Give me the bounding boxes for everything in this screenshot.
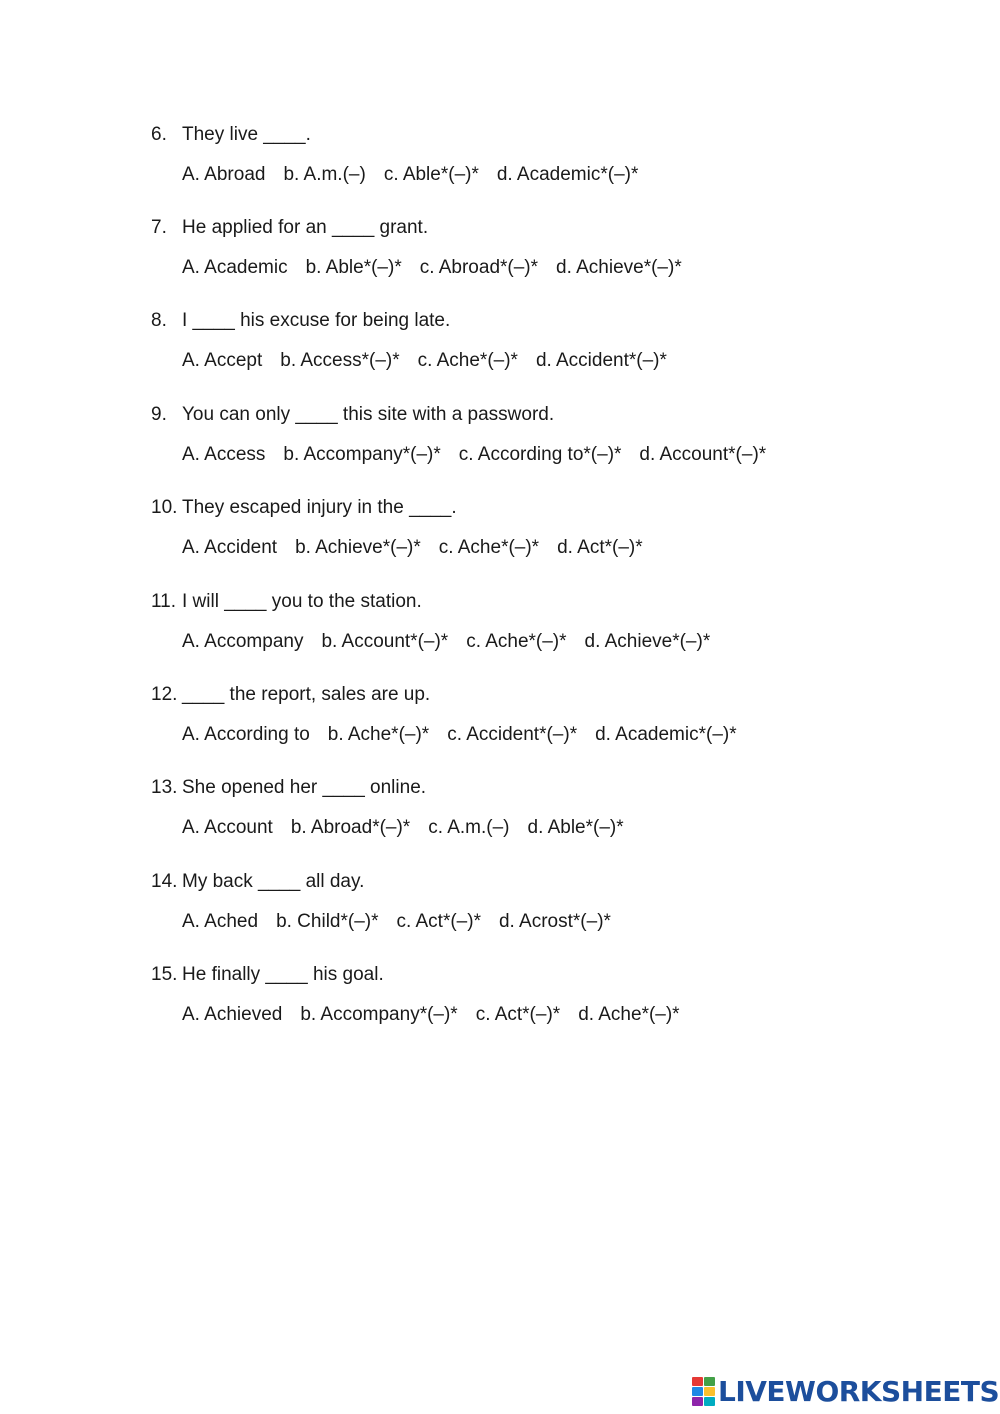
option-a[interactable]: A. Abroad	[182, 164, 266, 185]
option-d[interactable]: d. Academic*(–)*	[595, 724, 737, 745]
option-c[interactable]: c. Able*(–)*	[383, 164, 479, 185]
question-14	[0, 869, 1000, 959]
question-line	[151, 962, 384, 988]
question-text: They escaped injury in the ____.	[182, 497, 457, 518]
option-b[interactable]: b. Child*(–)*	[276, 911, 379, 932]
option-a[interactable]: A. Academic	[182, 257, 288, 278]
option-b[interactable]: b. A.m.(–)	[283, 164, 366, 185]
liveworksheets-logo-icon	[692, 1377, 714, 1405]
question-number: 9.	[151, 404, 167, 425]
question-text: My back ____ all day.	[182, 871, 365, 892]
question-line	[151, 775, 426, 801]
question-line	[151, 589, 422, 615]
question-text: He finally ____ his goal.	[182, 964, 384, 985]
question-text: She opened her ____ online.	[182, 777, 427, 798]
logo-block	[704, 1397, 715, 1406]
option-d[interactable]: d. Account*(–)*	[639, 444, 767, 465]
logo-block	[692, 1397, 703, 1406]
liveworksheets-logo	[692, 1374, 999, 1408]
question-number: 6.	[151, 124, 167, 145]
question-12	[0, 682, 1000, 772]
option-b[interactable]: b. Account*(–)*	[321, 631, 449, 652]
answer-options	[182, 815, 642, 841]
logo-block	[692, 1377, 703, 1386]
question-number: 8.	[151, 310, 167, 331]
option-a[interactable]: A. Access	[182, 444, 266, 465]
option-d[interactable]: d. Accident*(–)*	[535, 350, 667, 371]
answer-options	[182, 255, 700, 281]
option-d[interactable]: d. Achieve*(–)*	[556, 257, 682, 278]
option-a[interactable]: A. Ached	[182, 911, 259, 932]
option-d[interactable]: d. Academic*(–)*	[496, 164, 639, 185]
option-b[interactable]: b. Abroad*(–)*	[290, 817, 411, 838]
option-c[interactable]: c. According to*(–)*	[458, 444, 622, 465]
question-number: 15.	[151, 964, 178, 985]
option-b[interactable]: b. Able*(–)*	[305, 257, 402, 278]
option-b[interactable]: b. Access*(–)*	[280, 350, 400, 371]
question-6	[0, 122, 1000, 212]
option-c[interactable]: c. Accident*(–)*	[447, 724, 578, 745]
option-c[interactable]: c. Act*(–)*	[475, 1004, 561, 1025]
answer-options	[182, 909, 629, 935]
logo-block	[692, 1387, 703, 1396]
option-d[interactable]: d. Ache*(–)*	[578, 1004, 680, 1025]
option-c[interactable]: c. A.m.(–)	[428, 817, 510, 838]
option-d[interactable]: d. Achieve*(–)*	[584, 631, 711, 652]
answer-options	[182, 1002, 698, 1028]
question-number: 12.	[151, 684, 178, 705]
option-b[interactable]: b. Accompany*(–)*	[283, 444, 441, 465]
question-9	[0, 402, 1000, 492]
answer-options	[182, 629, 728, 655]
option-b[interactable]: b. Ache*(–)*	[327, 724, 430, 745]
question-text: I ____ his excuse for being late.	[182, 310, 451, 331]
question-line	[151, 869, 364, 895]
answer-options	[182, 442, 784, 468]
option-a[interactable]: A. Accept	[182, 350, 263, 371]
question-11	[0, 589, 1000, 679]
option-a[interactable]: A. Accompany	[182, 631, 304, 652]
option-c[interactable]: c. Ache*(–)*	[466, 631, 567, 652]
question-line	[151, 215, 428, 241]
option-a[interactable]: A. According to	[182, 724, 310, 745]
option-d[interactable]: d. Act*(–)*	[557, 537, 643, 558]
question-15	[0, 962, 1000, 1052]
question-number: 7.	[151, 217, 167, 238]
option-d[interactable]: d. Able*(–)*	[527, 817, 624, 838]
logo-block	[704, 1387, 715, 1396]
question-text: I will ____ you to the station.	[182, 591, 422, 612]
question-line	[151, 308, 450, 334]
option-c[interactable]: c. Ache*(–)*	[417, 350, 518, 371]
option-b[interactable]: b. Accompany*(–)*	[300, 1004, 458, 1025]
question-text: He applied for an ____ grant.	[182, 217, 429, 238]
question-number: 10.	[151, 497, 178, 518]
answer-options	[182, 162, 656, 188]
answer-options	[182, 535, 661, 561]
option-a[interactable]: A. Achieved	[182, 1004, 283, 1025]
option-b[interactable]: b. Achieve*(–)*	[295, 537, 421, 558]
question-number: 14.	[151, 871, 178, 892]
question-number: 13.	[151, 777, 178, 798]
question-7	[0, 215, 1000, 305]
question-line	[151, 495, 457, 521]
question-text: ____ the report, sales are up.	[182, 684, 431, 705]
question-8	[0, 308, 1000, 398]
question-line	[151, 682, 430, 708]
question-number: 11.	[151, 591, 177, 612]
option-d[interactable]: d. Acrost*(–)*	[498, 911, 611, 932]
option-a[interactable]: A. Accident	[182, 537, 278, 558]
option-c[interactable]: c. Ache*(–)*	[438, 537, 540, 558]
question-text: You can only ____ this site with a password.	[182, 404, 555, 425]
logo-text: LIVEWORKSHEETS	[718, 1374, 1000, 1408]
question-13	[0, 775, 1000, 865]
question-10	[0, 495, 1000, 585]
option-a[interactable]: A. Account	[182, 817, 273, 838]
question-text: They live ____.	[182, 124, 311, 145]
option-c[interactable]: c. Act*(–)*	[396, 911, 481, 932]
option-c[interactable]: c. Abroad*(–)*	[419, 257, 539, 278]
logo-block	[704, 1377, 715, 1386]
question-line	[151, 122, 311, 148]
answer-options	[182, 348, 685, 374]
answer-options	[182, 722, 755, 748]
question-line	[151, 402, 554, 428]
